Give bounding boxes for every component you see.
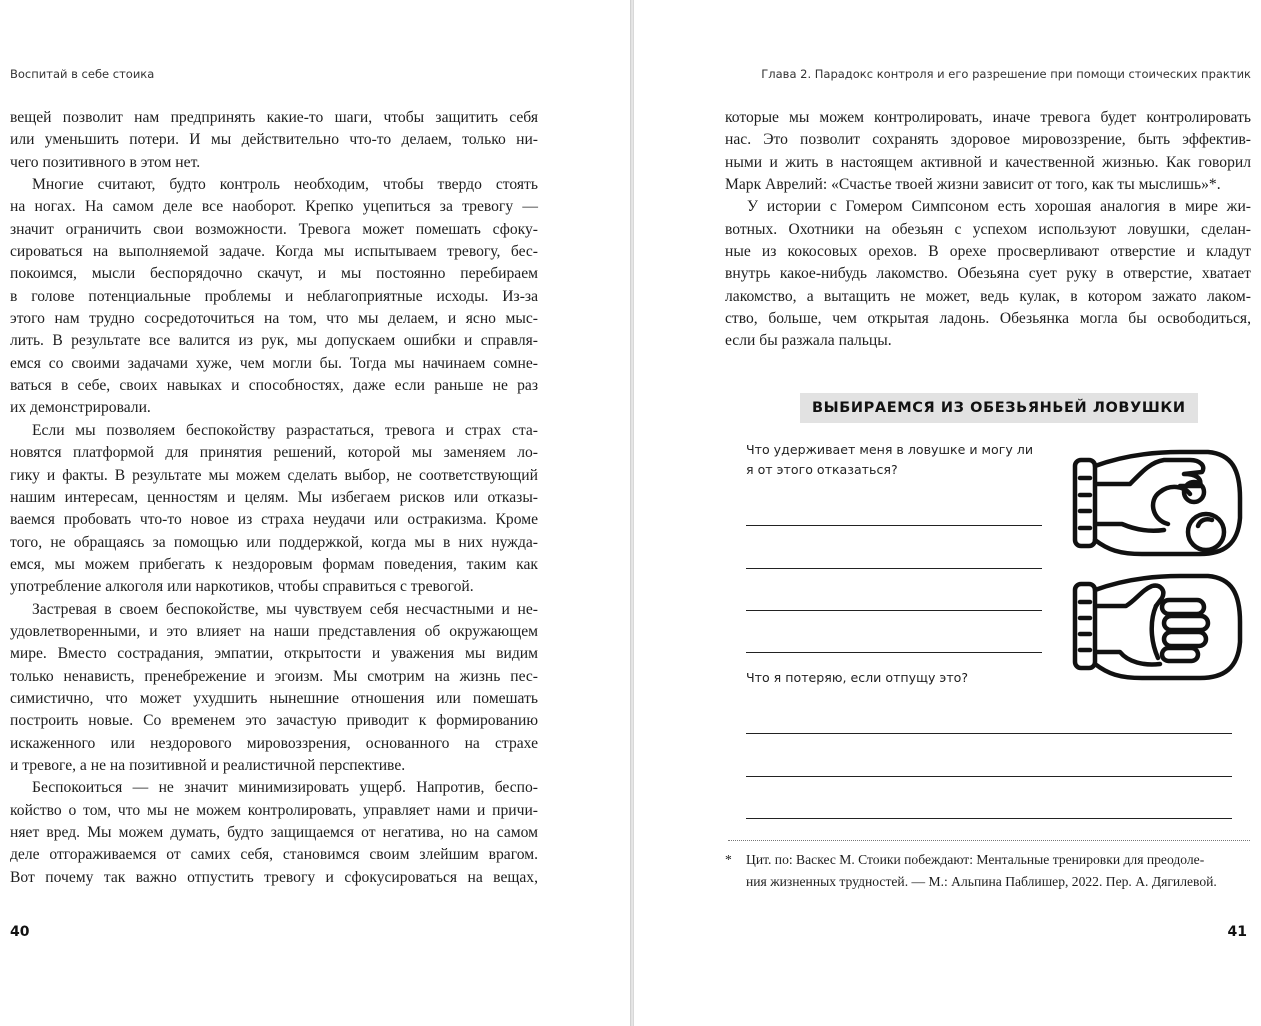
text-line: вещей позволит нам предпринять какие-то шаги, чтобы защитить себя (10, 109, 538, 126)
right-page (634, 0, 1261, 1026)
text-line: вотных. Охотники на обезьян с успехом используют ловушки, сделан- (725, 220, 1251, 238)
footnote-separator (728, 840, 1250, 841)
footnote-line-2: ния жизненных трудностей. — М.: Альпина Паблишер, 2022. Пер. А. Дягилевой. (746, 874, 1217, 889)
text-line: нашим интересам, ценностям и целям. Мы избегаем рисков или отказы- (10, 488, 538, 506)
answer-line (746, 733, 1232, 734)
left-body-text (10, 107, 538, 889)
text-line: Марк Аврелий: «Счастье твоей жизни зависит от того, как ты мыслишь»*. (725, 176, 1221, 194)
text-line: которые мы можем контролировать, иначе тревога будет контролировать (725, 109, 1251, 126)
footnote-mark: * (725, 852, 732, 867)
text-line: лакомство, а вытащить не может, ведь кулак, в котором зажато лаком- (725, 287, 1251, 305)
answer-line (746, 652, 1042, 653)
text-line: значит ограничить свои возможности. Тревога может помешать сфоку- (10, 220, 538, 238)
text-line: емся, мы можем прибегать к нездоровым формам поведения, таким как (10, 555, 538, 573)
footnote-text-1: Цит. по: Васкес М. Стоики побеждают: Ментальные тренировки для преодоле- (746, 852, 1205, 867)
left-running-head: Воспитай в себе стоика (10, 67, 155, 81)
text-line: построить новые. Со временем это зачастую приводит к формированию (10, 712, 538, 730)
text-line: или уменьшить потери. И мы действительно что-то делаем, только ни- (10, 131, 538, 149)
right-running-head: Глава 2. Парадокс контроля и его разрешение при помощи стоических практик (761, 67, 1251, 81)
text-line: койство о том, что мы не можем контролировать, управляет нами и причи- (10, 801, 538, 819)
text-line: только ненависть, пренебрежение и эгоизм. Мы смотрим на жизнь пес- (10, 667, 538, 685)
text-line: удовлетворенными, и это влияет на наши представления об окружающем (10, 622, 538, 640)
answer-line (746, 525, 1042, 526)
text-line: емся со своими задачами хуже, чем могли бы. Тогда мы начинаем сомне- (10, 354, 538, 372)
exercise-heading: ВЫБИРАЕМСЯ ИЗ ОБЕЗЬЯНЬЕЙ ЛОВУШКИ (800, 393, 1198, 423)
text-line: искаженного или нездорового мировоззрения, основанного на страхе (10, 734, 538, 752)
text-line: Многие считают, будто контроль необходим, чтобы твердо стоять (32, 176, 538, 194)
answer-line (746, 818, 1232, 819)
right-page-number: 41 (1227, 924, 1247, 940)
text-line: употребление алкоголя или наркотиков, чтобы справиться с тревогой. (10, 578, 474, 596)
question-1-line-2: я от этого отказаться? (746, 462, 898, 477)
exercise-question-2: Что я потеряю, если отпущу это? (746, 670, 969, 685)
text-line: сироваться на выполняемой задаче. Когда мы испытываем тревогу, бес- (10, 243, 538, 261)
text-line: того, не обращаясь за помощью или поддержкой, когда мы в них нужда- (10, 533, 538, 551)
text-line: ваться в себе, своих навыках и способностях, даже если раньше не раз (10, 377, 538, 395)
right-body-text (725, 107, 1251, 353)
text-line: деле отгораживаемся от самих себя, становимся своим злейшим врагом. (10, 846, 538, 864)
question-1-line-1: Что удерживает меня в ловушке и могу ли (746, 442, 1034, 457)
text-line: У истории с Гомером Симпсоном есть хорошая аналогия в мире жи- (747, 198, 1251, 216)
left-page (0, 0, 630, 1026)
text-line: ваемся пробовать что-то новое из страха неудачи или остракизма. Кроме (10, 511, 538, 529)
text-line: ными и жить в настоящем активной и качественной жизнью. Как говорил (725, 153, 1251, 171)
left-page-number: 40 (10, 924, 30, 940)
answer-line (746, 776, 1232, 777)
text-line: если бы разжала пальцы. (725, 332, 892, 350)
footnote (725, 849, 1251, 893)
text-line: чего позитивного в этом нет. (10, 153, 201, 171)
jar-clenched-fist-icon (1072, 570, 1246, 682)
text-line: Если мы позволяем беспокойству разрастаться, тревога и страх ста- (32, 421, 538, 439)
text-line: и тревоге, а не на позитивной и реалистичной перспективе. (10, 756, 406, 774)
text-line: новятся платформой для принятия решений, которой мы заменяем ло- (10, 444, 538, 462)
text-line: внутрь какое-нибудь лакомство. Обезьяна сует руку в отверстие, хватает (725, 265, 1251, 283)
text-line: няет вред. Мы можем думать, будто защищаемся от негатива, но на самом (10, 824, 538, 841)
text-line: Вот почему так важно отпустить тревогу и сфокусироваться на вещах, (10, 868, 538, 886)
text-line: нас. Это позволит сохранять здоровое мировоззрение, быть эффектив- (725, 131, 1251, 149)
text-line: симистично, что может ухудшить нынешние отношения или помешать (10, 689, 538, 707)
text-line: покоимся, мысли беспорядочно скачут, и мы постоянно перебираем (10, 265, 538, 283)
text-line: Беспокоиться — не значит минимизировать ущерб. Напротив, беспо- (32, 779, 538, 797)
text-line: ство, больше, чем открытая ладонь. Обезьянка могла бы освободиться, (725, 310, 1251, 328)
footnote-line-1 (725, 849, 1251, 871)
text-line: их демонстрировали. (10, 399, 151, 417)
text-line: мире. Вместо сострадания, эмпатии, открытости и уважения мы видим (10, 645, 538, 663)
text-line: Застревая в своем беспокойстве, мы чувствуем себя несчастными и не- (32, 600, 538, 618)
text-line: в голове потенциальные проблемы и неблагоприятные исходы. Из-за (10, 287, 538, 305)
text-line: лить. В результате все валится из рук, мы допускаем ошибки и справля- (10, 332, 538, 350)
text-line: гику и факты. В результате мы можем сделать выбор, не соответствующий (10, 466, 538, 484)
text-line: на ногах. На самом деле все наоборот. Крепко уцепиться за тревогу — (10, 198, 538, 216)
answer-line (746, 610, 1042, 611)
text-line: ные из кокосовых орехов. В орехе просверливают отверстие и кладут (725, 243, 1251, 261)
jar-hand-reaching-icon (1072, 448, 1246, 558)
text-line: этого нам трудно сосредоточиться на том, что мы делаем, и ясно мыс- (10, 310, 538, 328)
answer-line (746, 568, 1042, 569)
exercise-question-1 (746, 440, 1033, 480)
